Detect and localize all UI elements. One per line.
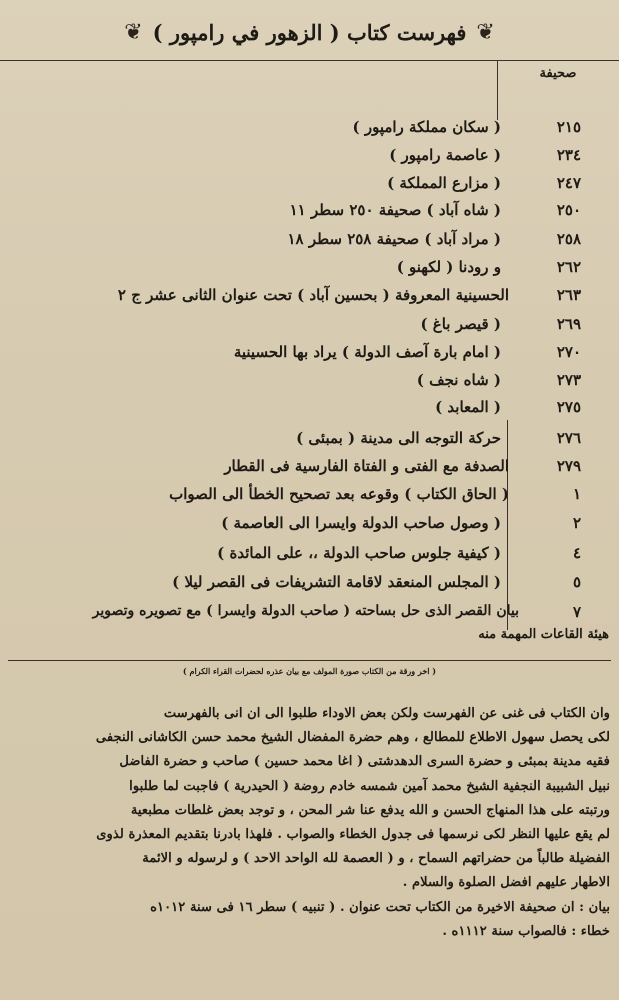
page-number: ٢٧٣: [556, 371, 581, 389]
index-row: [0, 118, 619, 142]
note-title: ( اخر ورقة من الكتاب صورة المولف مع بيان عذره لحضرات القراء الكرام ): [182, 666, 437, 676]
index-row: [0, 457, 619, 481]
entry-text: ( امام بارة آصف الدولة ) يراد بها الحسينية: [233, 343, 501, 361]
entry-text: ( كيفية جلوس صاحب الدولة ،، على المائدة ): [217, 544, 501, 562]
index-row: [0, 627, 619, 651]
note-line: فقيه مدينة بمبئى و حضرة السرى الدهدشتى ( اغا محمد حسين ) صاحب و حضرة الفاضل: [119, 754, 610, 770]
entry-text: ( شاه نجف ): [416, 371, 501, 389]
entry-text: ( قيصر باغ ): [420, 315, 501, 333]
page-number: ٤: [572, 544, 581, 562]
entry-text: ( الحاق الكتاب ) وقوعه بعد تصحيح الخطأ الى الصواب: [169, 485, 509, 503]
note-line: الفضيلة طالباً من حضراتهم السماح ، و ( العصمة لله الواحد الاحد ) و لرسوله و الائمة: [142, 851, 610, 867]
index-row: [0, 398, 619, 422]
index-row: [0, 201, 619, 225]
index-row: [0, 429, 619, 453]
entry-text: ( شاه آباد ) صحيفة ٢٥٠ سطر ١١: [289, 201, 501, 219]
page-number: ٢٦٣: [556, 286, 581, 304]
ornament-left-icon: ❦: [124, 19, 143, 45]
index-row: [0, 258, 619, 282]
entry-text: الحسينية المعروفة ( بحسين آباد ) تحت عنوان الثانى عشر ج ٢: [117, 286, 509, 304]
index-row: [0, 343, 619, 367]
note-line: لكى يحصل سهول الاطلاع للمطالع ، وهم حضرة المفضال الشيخ محمد حسن الكاشانى النجفى: [95, 730, 610, 746]
page-number: ٢٥٠: [556, 201, 581, 219]
ornament-right-icon: ❦: [476, 19, 495, 45]
entry-text: هيئة القاعات المهمة منه: [478, 627, 609, 642]
index-row: [0, 315, 619, 339]
page-number: ٢٣٤: [556, 146, 581, 164]
table-top-rule: [0, 60, 619, 61]
note-line: خطاء : فالصواب سنة ١١١٢ه .: [442, 923, 610, 939]
column-divider: [497, 60, 498, 120]
page-number: ٢٦٢: [556, 258, 581, 276]
page-number: ٢٥٨: [556, 230, 581, 248]
page-number: ٢: [572, 514, 581, 532]
note-line: ورتبته على هذا المنهاج الحسن و الله يدفع عنا شر المحن ، و توجد بعض غلطات مطبعية: [130, 802, 610, 818]
page-title: فهرست كتاب ( الزهور في رامپور ): [152, 19, 467, 45]
entry-text: ( مزارع المملكة ): [387, 174, 501, 192]
entry-text: ( عاصمة رامپور ): [389, 146, 501, 164]
index-row: [0, 603, 619, 627]
page-column-header: صحيفة: [539, 66, 577, 81]
entry-text: ( المعابد ): [435, 398, 501, 416]
page-number: ٢٤٧: [556, 174, 581, 192]
page-number: ٢٧٥: [556, 398, 581, 416]
entry-text: ( وصول صاحب الدولة وايسرا الى العاصمة ): [221, 514, 501, 532]
index-row: [0, 286, 619, 310]
entry-text: بيان القصر الذى حل بساحته ( صاحب الدولة وايسرا ) مع تصويره وتصوير: [92, 603, 519, 619]
entry-text: الصدفة مع الفتى و الفتاة الفارسية فى القطار: [224, 457, 509, 475]
note-line: لم يقع عليها النظر لكى نرسمها فى جدول الخطاء والصواب . فلهذا بادرنا بتقديم المعذرة لذوى: [96, 827, 610, 843]
page-number: ٢٦٩: [556, 315, 581, 333]
index-row: [0, 230, 619, 254]
page-number: ٢١٥: [556, 118, 581, 136]
page-number: ١: [572, 485, 581, 503]
note-line: نبيل الشبيبة النجفية الشيخ محمد آمين شمسه خادم روضة ( الحيدرية ) فاجبت لما طلبوا: [129, 778, 610, 794]
index-row: [0, 174, 619, 198]
index-row: [0, 514, 619, 538]
index-header: [0, 10, 619, 54]
entry-text: ( سكان مملكة رامپور ): [352, 118, 501, 136]
note-line: وان الكتاب فى غنى عن الفهرست ولكن بعض الاوداء طلبوا الى ان انى بالفهرست: [163, 706, 610, 721]
page-number: ٢٧٠: [556, 343, 581, 361]
entry-text: حركة التوجه الى مدينة ( بمبئى ): [296, 429, 501, 447]
entry-text: ( المجلس المنعقد لاقامة التشريفات فى القصر ليلا ): [172, 573, 501, 591]
index-row: [0, 544, 619, 568]
entry-text: و رودنا ( لكهنو ): [396, 258, 501, 276]
note-paragraph: [10, 702, 610, 944]
page-number: ٥: [572, 573, 581, 591]
entry-text: ( مراد آباد ) صحيفة ٢٥٨ سطر ١٨: [287, 230, 501, 248]
note-line: الاطهار عليهم افضل الصلوة والسلام .: [402, 875, 610, 891]
page-number: ٢٧٩: [556, 457, 581, 475]
page-number: ٢٧٦: [556, 429, 581, 447]
index-row: [0, 485, 619, 509]
index-row: [0, 146, 619, 170]
index-row: [0, 371, 619, 395]
note-line: بيان : ان صحيفة الاخيرة من الكتاب تحت عنوان . ( تنبيه ) سطر ١٦ فى سنة ١٠١٢ه: [150, 899, 610, 915]
index-row: [0, 573, 619, 597]
page-number: ٧: [572, 603, 581, 621]
